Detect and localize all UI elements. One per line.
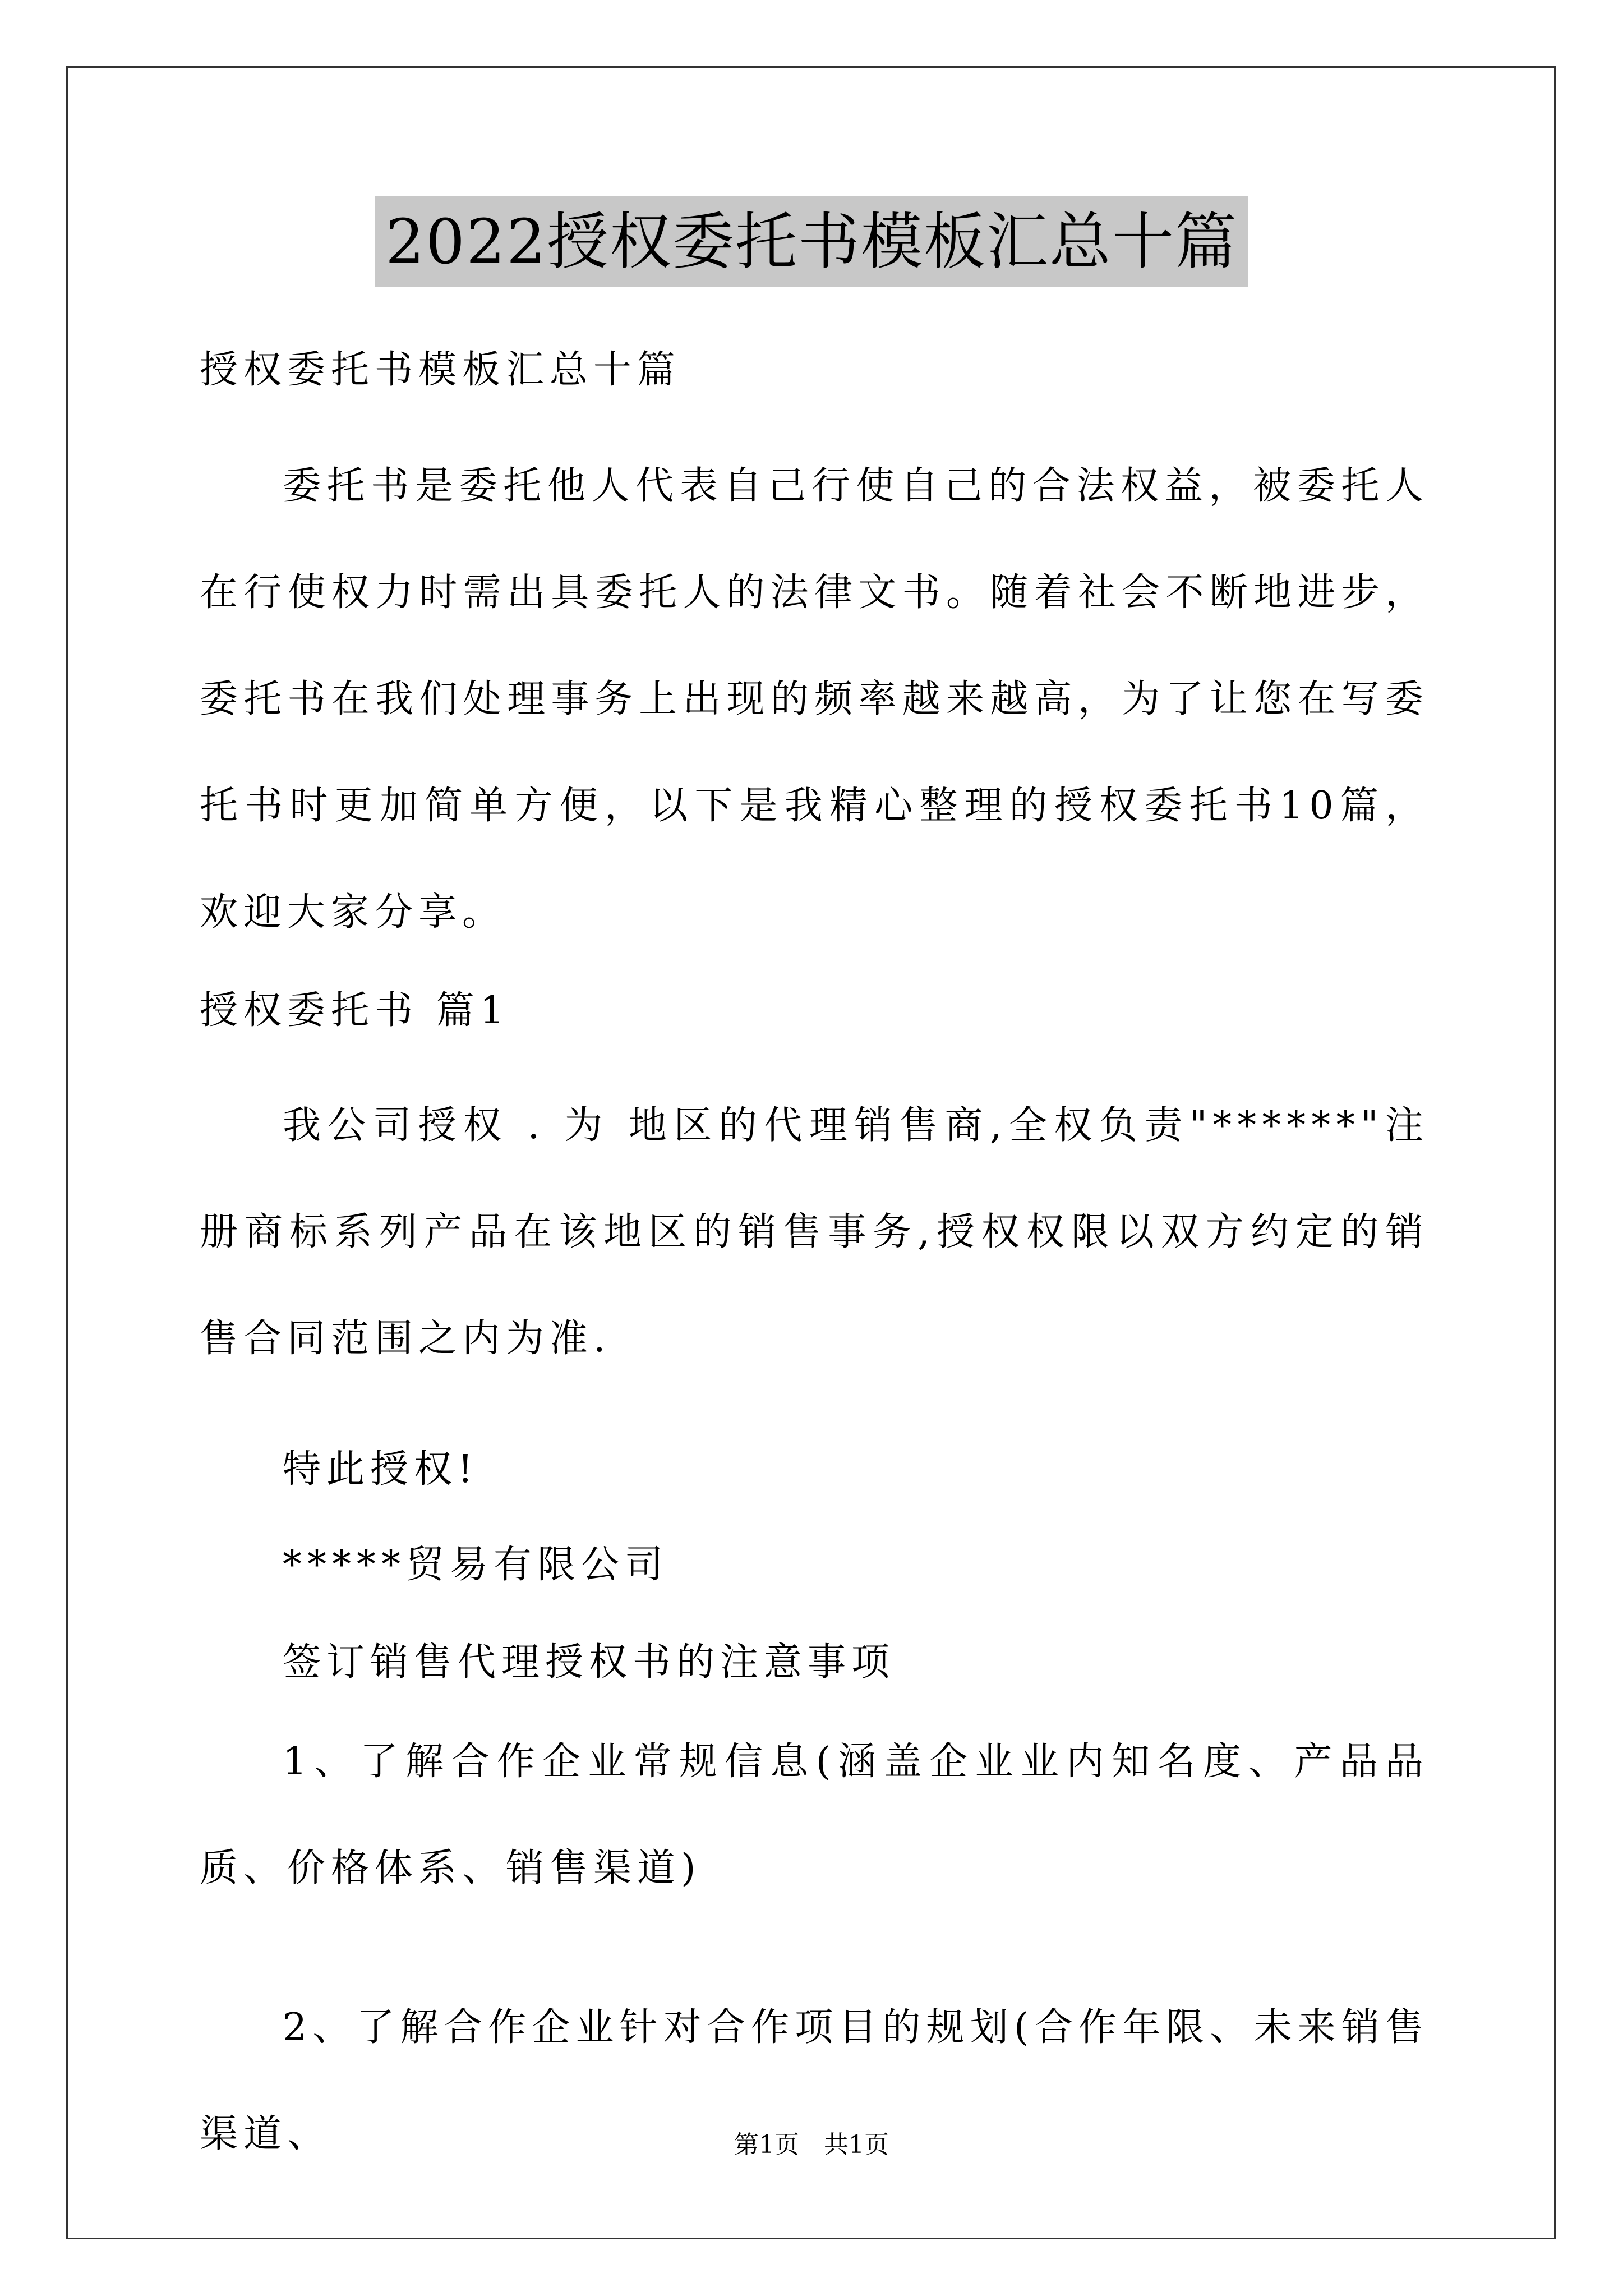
intro-paragraph: 委托书是委托他人代表自己行使自己的合法权益，被委托人在行使权力时需出具委托人的法律文书。随着社会不断地进步，委托书在我们处理事务上出现的频率越来越高，为了让您在写委托书时更加简单方便，以下是我精心整理的授权委托书10篇，欢迎大家分享。 — [200, 464, 1429, 935]
title-container — [0, 196, 1623, 287]
company-name: *****贸易有限公司 — [283, 1543, 669, 1587]
notes-heading: 签订销售代理授权书的注意事项 — [283, 1640, 896, 1685]
note-item-1: 1、了解合作企业常规信息(涵盖企业业内知名度、产品品质、价格体系、销售渠道) — [200, 1740, 1429, 1890]
subtitle: 授权委托书模板汇总十篇 — [200, 348, 681, 392]
document-title: 2022授权委托书模板汇总十篇 — [375, 196, 1248, 287]
page-number: 第1页 共1页 — [734, 2131, 889, 2159]
section-paragraph: 我公司授权 . 为 地区的代理销售商,全权负责"******"注册商标系列产品在该地区的销售事务,授权权限以双方约定的销售合同范围之内为准. — [200, 1103, 1429, 1361]
special-authorization: 特此授权! — [283, 1447, 479, 1492]
note-item-2: 2、了解合作企业针对合作项目的规划(合作年限、未来销售渠道、 — [200, 2005, 1429, 2156]
section-heading: 授权委托书 篇1 — [200, 988, 510, 1033]
